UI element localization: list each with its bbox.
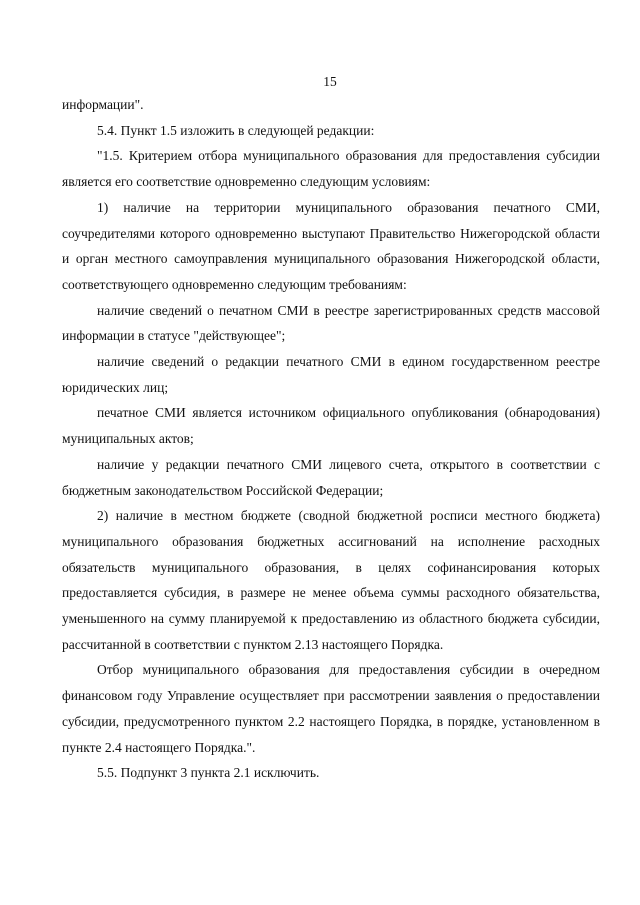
page-number: 15 bbox=[323, 74, 337, 89]
paragraph-requirement-account: наличие у редакции печатного СМИ лицевого счета, открытого в соответствии с бюджетным законодательством Российской Федерации; bbox=[62, 456, 600, 498]
paragraph-selection: Отбор муниципального образования для предоставления субсидии в очередном финансовом году Управление осуществляет при рассмотрении заявления о предоставлении субсидии, предусмотренного пунктом 2.2 настоящего Порядка, в порядке, установленном в пункте 2.4 настоящего Порядка.". bbox=[62, 662, 600, 755]
paragraph-1-5-criterion: "1.5. Критерием отбора муниципального образования для предоставления субсидии является его соответствие одновременно следующим условиям: bbox=[62, 148, 600, 190]
paragraph-5-4: 5.4. Пункт 1.5 изложить в следующей редакции: bbox=[97, 122, 375, 138]
paragraph-condition-1: 1) наличие на территории муниципального образования печатного СМИ, соучредителями которого одновременно выступают Правительство Нижегородской области и орган местного самоуправления муниципального образования Нижегородской области, соответствующего одновременно следующим требованиям: bbox=[62, 199, 600, 292]
paragraph-requirement-legal-entities: наличие сведений о редакции печатного СМИ в едином государственном реестре юридических лиц; bbox=[62, 354, 600, 395]
paragraph-5-5: 5.5. Подпункт 3 пункта 2.1 исключить. bbox=[97, 765, 320, 781]
paragraph-requirement-official-publication: печатное СМИ является источником официального опубликования (обнародования) муниципальных актов; bbox=[62, 405, 600, 447]
paragraph-continuation: информации". bbox=[62, 97, 144, 112]
document-body bbox=[62, 92, 600, 786]
paragraph-condition-2: 2) наличие в местном бюджете (сводной бюджетной росписи местного бюджета) муниципального образования бюджетных ассигнований на исполнение расходных обязательств муниципального образования, в целях софинансирования которых предоставляется субсидия, в размере не менее объема суммы расходного обязательства, уменьшенного на сумму планируемой к предоставлению из областного бюджета субсидии, рассчитанной в соответствии с пунктом 2.13 настоящего Порядка. bbox=[62, 508, 600, 652]
paragraph-requirement-registry: наличие сведений о печатном СМИ в реестре зарегистрированных средств массовой информации в статусе "действующее"; bbox=[62, 302, 600, 344]
